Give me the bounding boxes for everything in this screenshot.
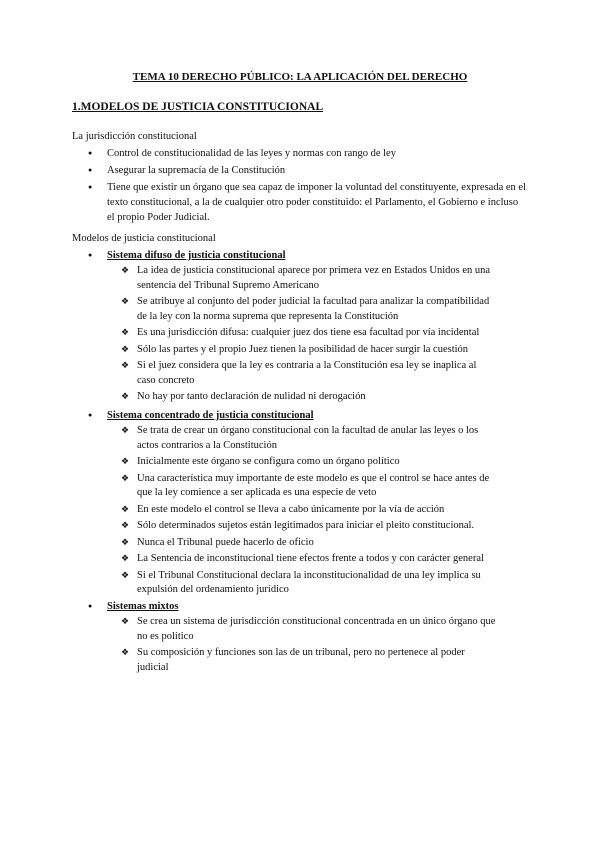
list-item: ❖ Es una jurisdicción difusa: cualquier juez dos tiene esa facultad por vía incidental xyxy=(121,326,497,341)
list-item: ❖ Sólo determinados sujetos están legitimados para iniciar el pleito constitucional. xyxy=(121,519,497,534)
model-difuso xyxy=(88,248,528,407)
model-items xyxy=(121,264,497,405)
list-item: ❖ Una característica muy importante de este modelo es que el control se hace antes de que la ley comience a ser aplicada es una especie de veto xyxy=(121,472,497,501)
list-item: ❖ Si el juez considera que la ley es contraria a la Constitución esa ley se inaplica al caso concreto xyxy=(121,359,497,388)
modelos-label: Modelos de justicia constitucional xyxy=(72,233,216,244)
jurisdiccion-label: La jurisdicción constitucional xyxy=(72,131,197,142)
list-item: ❖ Inicialmente este órgano se configura como un órgano político xyxy=(121,455,497,470)
list-item: ● Control de constitucionalidad de las leyes y normas con rango de ley xyxy=(88,146,528,161)
list-item: ❖ No hay por tanto declaración de nulidad ni derogación xyxy=(121,390,497,405)
list-item: ❖ La Sentencia de inconstitucional tiene efectos frente a todos y con carácter general xyxy=(121,552,497,567)
list-item: ❖ Se trata de crear un órgano constitucional con la facultad de anular las leyes o los actos contrarios a la Constitución xyxy=(121,424,497,453)
document-title: TEMA 10 DERECHO PÚBLICO: LA APLICACIÓN DEL DERECHO xyxy=(132,71,468,83)
list-item: ❖ La idea de justicia constitucional aparece por primera vez en Estados Unidos en una sentencia del Tribunal Supremo Americano xyxy=(121,264,497,293)
model-concentrado xyxy=(88,408,528,600)
list-item: ● Asegurar la supremacía de la Constitución xyxy=(88,163,528,178)
model-mixtos xyxy=(88,599,528,677)
section-title: 1.MODELOS DE JUSTICIA CONSTITUCIONAL xyxy=(72,101,324,113)
list-item: ❖ Se atribuye al conjunto del poder judicial la facultad para analizar la compatibilidad de la ley con la norma suprema que representa la Constitución xyxy=(121,295,497,324)
list-item: ❖ En este modelo el control se lleva a cabo únicamente por la vía de acción xyxy=(121,503,497,518)
model-items xyxy=(121,615,497,675)
model-title: Sistema concentrado de justicia constitucional xyxy=(107,410,314,421)
list-item: ❖ Si el Tribunal Constitucional declara la inconstitucionalidad de una ley implica su expulsión del ordenamiento jurídico xyxy=(121,569,497,598)
jurisdiccion-list xyxy=(88,146,528,227)
list-item: ❖ Sólo las partes y el propio Juez tienen la posibilidad de hacer surgir la cuestión xyxy=(121,343,497,358)
list-item: ❖ Nunca el Tribunal puede hacerlo de oficio xyxy=(121,536,497,551)
list-item: ● Tiene que existir un órgano que sea capaz de imponer la voluntad del constituyente, expresada en el texto constitucional, a la de cualquier otro poder constituido: el Parlamento, el Gobierno e incluso el propio Poder Judicial. xyxy=(88,180,528,225)
list-item: ❖ Se crea un sistema de jurisdicción constitucional concentrada en un único órgano que no es político xyxy=(121,615,497,644)
model-title: Sistemas mixtos xyxy=(107,601,179,612)
model-items xyxy=(121,424,497,598)
model-title: Sistema difuso de justicia constitucional xyxy=(107,250,286,261)
list-item: ❖ Su composición y funciones son las de un tribunal, pero no pertenece al poder judicial xyxy=(121,646,497,675)
